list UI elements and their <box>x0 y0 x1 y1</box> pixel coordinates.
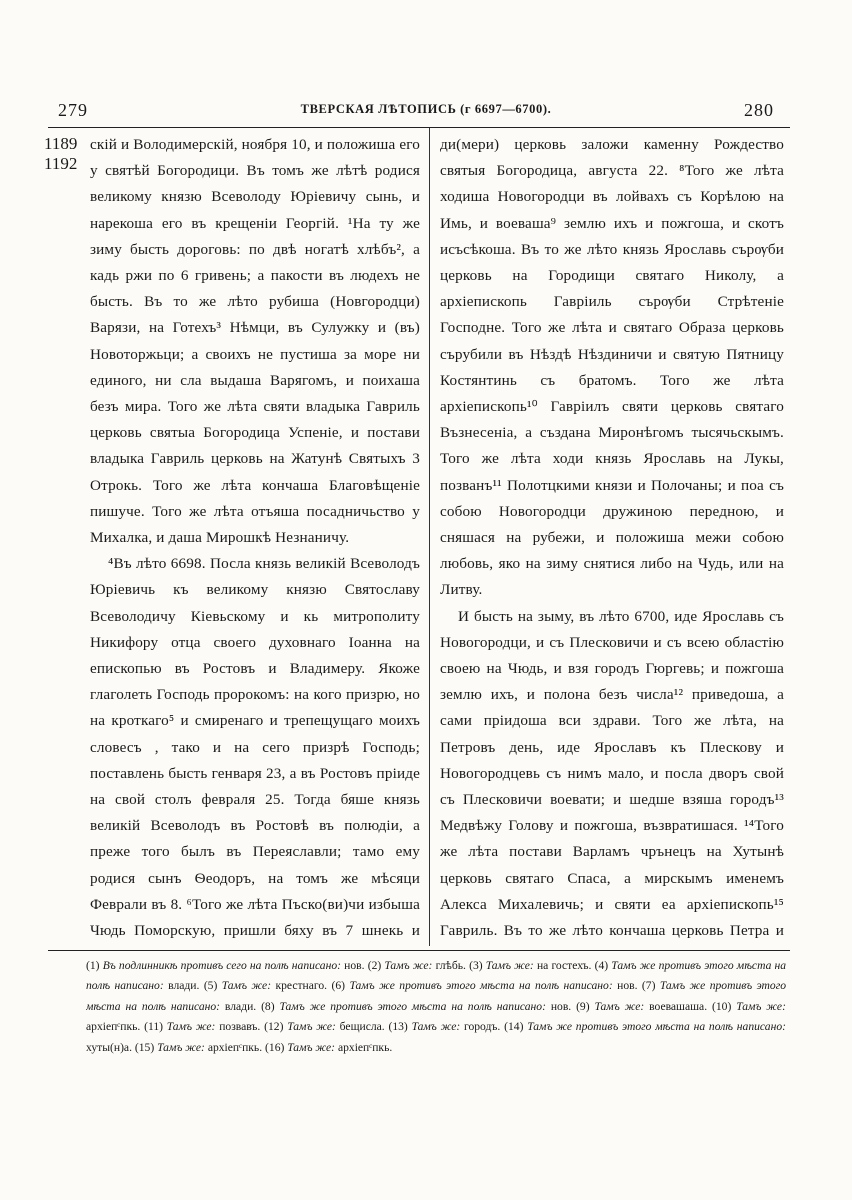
footnote-label: Тамъ же противъ этого мѣста на полѣ написано: <box>279 999 546 1013</box>
footnote-number: (5) <box>203 979 218 993</box>
footnote-label: Тамъ же: <box>594 999 645 1013</box>
footnote-label: Тамъ же противъ этого мѣста на полѣ написано: <box>86 959 786 993</box>
footnote-label: Тамъ же: <box>485 959 534 972</box>
footnotes-rule <box>48 950 790 951</box>
footnote <box>388 1020 500 1033</box>
footnote-text: влади. <box>224 999 257 1013</box>
footnote <box>332 979 638 992</box>
footnote-text: нов. <box>344 959 365 972</box>
footnote-number: (11) <box>144 1020 163 1034</box>
margin-year: 1189 <box>44 134 78 153</box>
footnote-number: (1) <box>86 959 100 972</box>
margin-years <box>44 134 88 174</box>
footnote-number: (4) <box>594 959 609 972</box>
footnote-number: (13) <box>388 1020 408 1034</box>
header-rule <box>48 127 790 128</box>
footnote-number: (2) <box>367 959 382 972</box>
footnote-text: на гостехъ. <box>536 959 592 972</box>
footnote-number: (3) <box>469 959 483 972</box>
footnote <box>86 959 365 972</box>
footnote-number: (16) <box>265 1040 285 1054</box>
footnote-number: (7) <box>641 979 656 993</box>
footnote-label: Тамъ же противъ этого мѣста на полѣ написано: <box>349 979 613 993</box>
page-header <box>0 0 852 130</box>
footnote-text: архіепᶜпкь. <box>207 1040 263 1054</box>
footnotes <box>86 956 786 1096</box>
footnote-number: (15) <box>134 1040 155 1054</box>
margin-year: 1192 <box>44 154 78 173</box>
footnote-number: (12) <box>264 1020 284 1034</box>
footnote-label: Въ подлинникѣ противъ сего на полѣ написано: <box>102 959 342 972</box>
footnote-number: (8) <box>261 999 275 1013</box>
footnote-label: Тамъ же: <box>384 959 433 972</box>
footnote-label: Тамъ же: <box>157 1040 205 1054</box>
footnote-number: (10) <box>711 999 732 1013</box>
footnote <box>204 979 327 992</box>
footnote <box>264 1020 385 1033</box>
paragraph: скій и Володимерскій, ноября 10, и положиша его у святѣй Богородици. Въ томъ же лѣтѣ родися великому князю Всеволоду Юріевичу сынь, и нарекоша его въ крещеніи Георгій. ¹На ту же зиму бысть дороговь: по двѣ ногатѣ хлѣбъ², а кадь ржи по 6 гривень; а пакости въ людехъ не бысть. Въ то же лѣто рубиша (Новгородци) Варязи, на Готехъ³ Нѣмци, въ Сулужку и (въ) Новоторжьци; а своихъ не пустиша за море ни единого, ни сла выдаша Варягомъ, и поихаша безъ мира. Того же лѣта святи владыка Гавриль церковь святыа Богородица Успеніе, и постави владыка Гавриль церковь на Жатунѣ Святыхъ 3 Отрокь. Того же лѣта кончаша Благовѣщеніе пишуче. Того же лѣта отъяша посадничьство у Михалка, и даша Мирошкѣ Незнаничу. <box>90 136 420 547</box>
footnote-label: Тамъ же: <box>411 1020 461 1034</box>
footnote-text: нов. <box>617 979 638 993</box>
footnote-label: Тамъ же: <box>166 1020 216 1034</box>
page-number-left: 279 <box>58 100 88 120</box>
running-title: ТВЕРСКАЯ ЛѢТОПИСЬ (г 6697—6700). <box>300 102 552 116</box>
footnote-label: Тамъ же противъ этого мѣста на полѣ написано: <box>527 1020 786 1034</box>
footnote-number: (14) <box>504 1020 524 1034</box>
footnote-label: Тамъ же: <box>287 1020 336 1034</box>
footnote <box>135 1041 262 1054</box>
footnote-label: Тамъ же: <box>287 1040 336 1054</box>
left-column <box>90 132 420 950</box>
right-column <box>440 132 784 950</box>
footnote <box>144 1020 260 1033</box>
paragraph: ди(мери) церковь заложи каменну Рождество святыя Богородица, августа 22. ⁸Того же лѣта ходиша Новогородци въ лойвахъ съ Корѣлою на Имь, и воеваша⁹ землю ихъ и пожгоша, и скотъ исъсѣкоша. Въ то же лѣто князь Ярославь сърѹби церковь на Городищи святаго Николу, а архіепископь Гавріиль сърѹби Стрѣтеніе Господне. Того же лѣта и святаго Образа церковь сърубили въ Нѣздѣ Нѣздиничи и святую Пятницу Костянтинь съ братомъ. Того же лѣта архіепископь¹⁰ Гавріилъ святи церковь святаго Възнесеніа, а създана Миронѣгомъ тысячьскымъ. Того же лѣта ходи князь Ярославь на Лукы, позванъ¹¹ Полотцкими князи и Полочаны; и поа съ собою Новогородци дружиною передною, и сняшася на рубежи, и положиша межи собою любовь, яко на зиму снятися либо на Чудь, или на Литву. <box>440 136 784 599</box>
footnote-number: (9) <box>576 999 590 1013</box>
footnote-text: влади. <box>168 979 200 993</box>
footnote-text: воевашаша. <box>649 999 708 1013</box>
footnote <box>265 1041 392 1054</box>
footnote-label: Тамъ же противъ этого мѣста на полѣ написано: <box>86 979 786 1013</box>
footnote-text: позвавъ. <box>219 1020 261 1034</box>
paragraph: ⁴Въ лѣто 6698. Посла князь великій Всеволодъ Юріевичь къ великому князю Святославу Всеволодичу Кіевьскому и кь митрополиту Никифору отца своего духовнаго Іоанна на епископью въ Ростовъ и Владимеру. Якоже глаголеть Господь пророкомъ: на кого призрю, но на кроткаго⁵ и смиренаго и трепещущаго моихъ словесъ , тако и на сего призрѣ Господь; поставлень бысть генваря 23, а въ Ростовъ пріиде на свой столъ февраля 25. Тогда бяше князь великій Всеволодъ въ Ростовѣ въ полюдіи, а преже того былъ въ Переяславли; тамо ему родися сынъ Ѳеодоръ, на томъ же мѣсяци Феврали въ 8. ⁶Того же лѣта Пъско(ви)чи избыша Чюдь Поморскую, пришли бяху въ 7 шнекь и <box>90 555 420 940</box>
footnote <box>261 1000 571 1013</box>
footnote-text: хуты(н)а. <box>86 1040 132 1054</box>
footnote-label: Тамъ же: <box>736 999 786 1013</box>
footnote-label: Тамъ же: <box>221 979 272 993</box>
footnote <box>576 1000 707 1013</box>
footnote-text: крестнаго. <box>275 979 328 993</box>
footnote-number: (6) <box>331 979 346 993</box>
footnote-text: городъ. <box>464 1020 501 1034</box>
page-number-right: 280 <box>744 100 774 120</box>
footnote-text: архіепᶜпкь. <box>86 1020 141 1034</box>
footnote <box>368 959 466 972</box>
column-divider <box>429 128 430 946</box>
footnote-text: бещисла. <box>339 1020 385 1034</box>
footnote-text: глѣбь. <box>435 959 466 972</box>
footnote <box>469 959 591 972</box>
paragraph: И бысть на зыму, въ лѣто 6700, иде Ярославь съ Новогородци, и съ Плесковичи и съ всею областію своею на Чюдь, и взя городъ Гюргевь; и пожгоша землю ихъ, и полона безъ числа¹² приведоша, а сами пріидоша вси здрави. Того же лѣта, на Петровъ день, иде Ярославъ къ Плескову и Новогородцевь съ нимъ мало, и посла дворъ свой съ Плесковичи воевати; и шедше взяша городъ¹³ Медвѣжу Голову и пожгоша, възвратишася. ¹⁴Того же лѣта постави Варламъ чрънецъ на Хутынѣ церковь святаго Спаса, а мирскымъ именемъ Алекса Михалевичь; и святи еа архіепископь¹⁵ Гавриль. Въ то же лѣто кончаша церковь Петра и <box>440 607 784 940</box>
footnote-text: нов. <box>550 999 572 1013</box>
footnote-text: архіепᶜпкь. <box>337 1040 393 1054</box>
